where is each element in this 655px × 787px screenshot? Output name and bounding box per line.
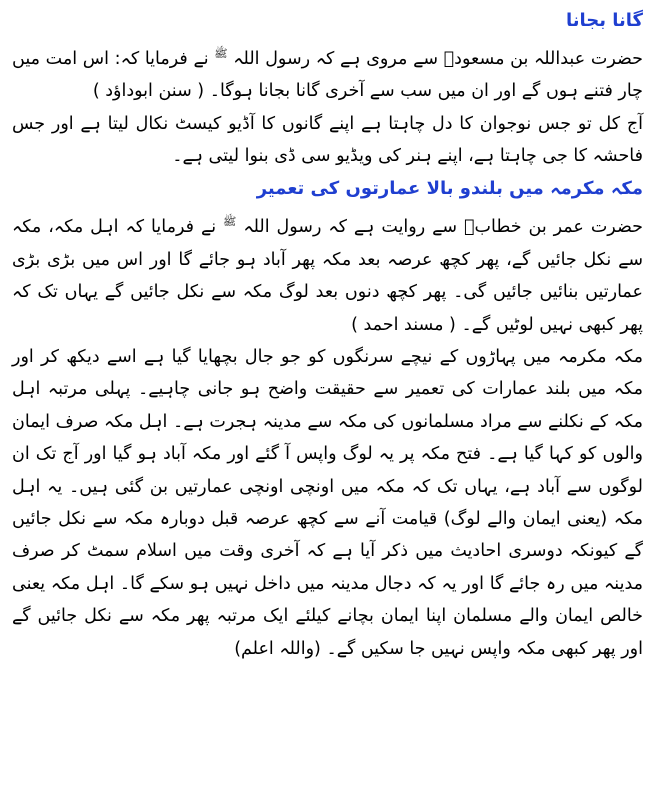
hadith-text-part-2: نے فرمایا کہ اہل مکہ، مکہ سے نکل جائیں گے، پھر کچھ عرصہ بعد مکہ پھر آباد ہو جائے گا اور اس میں بڑی بڑی عمارتیں بنائیں جائیں گی۔ پھر کچھ دنوں بعد لوگ مکہ سے نکل جائیں گے یہاں تک کہ پھر کبھی نہیں لوٹیں گے۔	[12, 217, 643, 335]
hadith-text-part-1: حضرت عمر بن خطابؓ سے روایت ہے کہ رسول اللہ	[243, 217, 643, 238]
reference-citation: ( سنن ابوداؤد )	[92, 81, 205, 102]
reference-citation: ( مسند احمد )	[351, 314, 456, 335]
commentary-text: مکہ مکرمہ میں پہاڑوں کے نیچے سرنگوں کو جو جال بچھایا گیا ہے اسے دیکھ کر اور مکہ میں بلند عمارات کی تعمیر سے حقیقت واضح ہو جانی چاہیے۔ پہلی مرتبہ اہل مکہ کے نکلنے سے مراد مسلمانوں کی مکہ سے مدینہ ہجرت ہے۔ اہل مکہ صرف ایمان والوں کو کہا گیا ہے۔ فتح مکہ پر یہ لوگ واپس آ گئے اور مکہ آباد ہو گیا اور آج تک ان لوگوں سے آباد ہے، یہاں تک کہ مکہ میں اونچی اونچی عمارتیں بن گئی ہیں۔ یہ اہل مکہ (یعنی ایمان والے لوگ) قیامت آنے سے کچھ عرصہ قبل دوبارہ مکہ سے نکل جائیں گے کیونکہ دوسری احادیث میں ذکر آیا ہے کہ آخری وقت میں اسلام سمٹ کر صرف مدینہ میں رہ جائے گا اور یہ کہ دجال مدینہ میں داخل نہیں ہو سکے گا۔ اہل مکہ یعنی خالص ایمان والے مسلمان اپنا ایمان بچانے کیلئے ایک مرتبہ پھر مکہ سے نکل جائیں گے اور پھر کبھی مکہ واپس نہیں جا سکیں گے۔	[12, 346, 643, 659]
hadith-text-part-1: حضرت عبداللہ بن مسعودؓ سے مروی ہے کہ رسول اللہ	[233, 48, 643, 69]
commentary-paragraph-makkah	[12, 341, 643, 665]
hadith-text-part-2: نے فرمایا کہ: اس امت میں چار فتنے ہوں گے اور ان میں سب سے آخری گانا بجانا ہوگا۔	[12, 48, 643, 102]
reference-citation: (واللہ اعلم)	[234, 638, 321, 659]
salutation-mark: ﷺ	[214, 47, 228, 60]
section-heading-music: گانا بجانا	[565, 10, 643, 31]
commentary-paragraph-music: آج کل تو جس نوجوان کا دل چاہتا ہے اپنے گانوں کا آڈیو کیسٹ نکال لیتا ہے اور جس فاحشہ کا جی چاہتا ہے، اپنے ہنر کی ویڈیو سی ڈی بنوا لیتی ہے۔	[12, 113, 643, 167]
salutation-mark: ﷺ	[223, 215, 237, 229]
hadith-paragraph-music	[12, 38, 643, 108]
hadith-paragraph-makkah	[12, 206, 643, 340]
section-heading-makkah-buildings: مکہ مکرمہ میں بلندو بالا عمارتوں کی تعمیر	[256, 178, 643, 200]
